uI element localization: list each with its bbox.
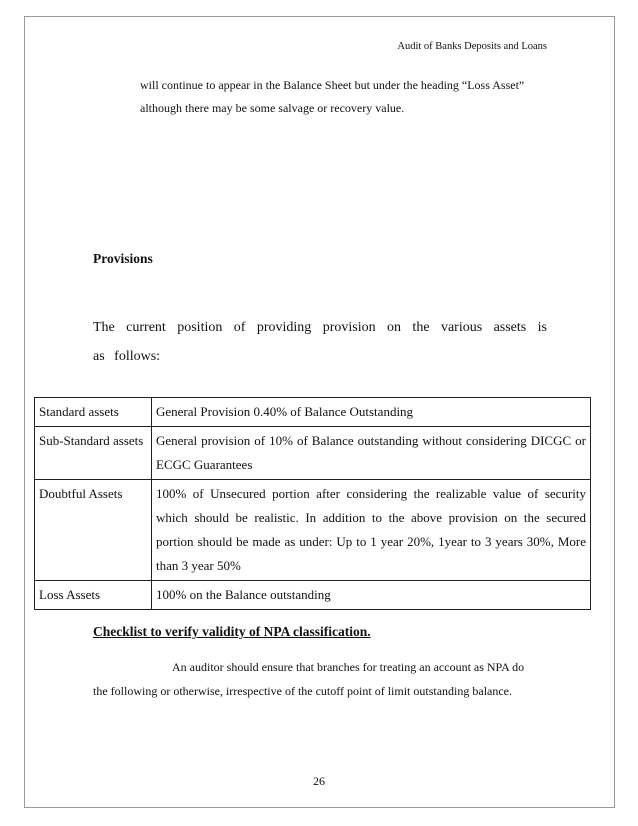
- provisions-heading: Provisions: [93, 251, 153, 266]
- provision-text: 100% on the Balance outstanding: [152, 581, 591, 610]
- checklist-paragraph: [93, 655, 553, 703]
- table-row: [35, 398, 591, 427]
- table-row: [35, 581, 591, 610]
- provision-text: 100% of Unsecured portion after considering the realizable value of security which should be realistic. In addition to the above provision on the secured portion should be made as under: Up to 1 year 20%, 1year to 3 years 30%, More than 3 year 50%: [152, 480, 591, 581]
- provision-text: General provision of 10% of Balance outstanding without considering DICGC or ECGC Guarantees: [152, 427, 591, 480]
- checklist-line: the following or otherwise, irrespective of the cutoff point of limit outstanding balance.: [93, 684, 513, 698]
- running-header: Audit of Banks Deposits and Loans: [397, 41, 547, 52]
- table-row: [35, 427, 591, 480]
- intro-line: although there may be some salvage or recovery value.: [140, 101, 405, 115]
- asset-category: Standard assets: [35, 398, 152, 427]
- asset-category: Sub-Standard assets: [35, 427, 152, 480]
- asset-category: Doubtful Assets: [35, 480, 152, 581]
- intro-paragraph: [140, 74, 560, 120]
- table-row: [35, 480, 591, 581]
- asset-category: Loss Assets: [35, 581, 152, 610]
- checklist-line: An auditor should ensure that branches for treating an account as NPA do: [172, 660, 525, 674]
- page-number: 26: [313, 774, 325, 788]
- provision-text: General Provision 0.40% of Balance Outstanding: [152, 398, 591, 427]
- intro-line: will continue to appear in the Balance Sheet but under the heading “Loss Asset”: [140, 78, 525, 92]
- checklist-heading: Checklist to verify validity of NPA classification.: [93, 624, 371, 639]
- provisions-intro: The current position of providing provision on the various assets is as follows:: [93, 320, 547, 364]
- provisions-table: [34, 397, 591, 610]
